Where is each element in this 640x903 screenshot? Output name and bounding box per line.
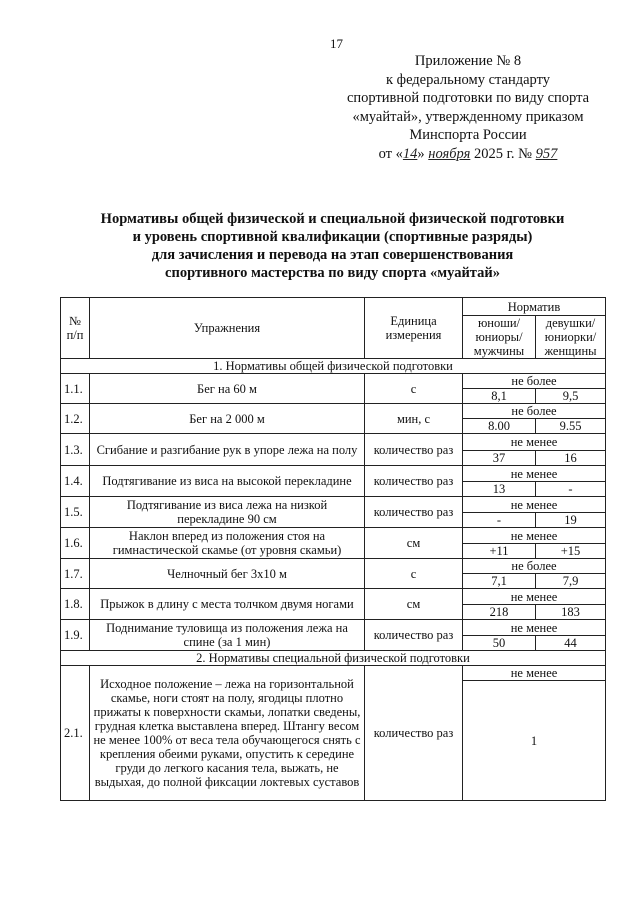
row-exercise: Сгибание и разгибание рук в упоре лежа на полу [90, 434, 365, 466]
row-num: 1.9. [61, 620, 90, 651]
row-condition: не менее [463, 434, 606, 451]
row-exercise: Прыжок в длину с места толчком двумя ногами [90, 589, 365, 620]
document-title [60, 210, 605, 282]
row-female-value: 16 [536, 451, 606, 466]
row-num: 1.4. [61, 466, 90, 497]
row-num: 1.5. [61, 497, 90, 528]
date-prefix: от « [378, 145, 403, 162]
norms-table [60, 297, 606, 801]
table-row [61, 497, 606, 513]
row-condition: не более [463, 404, 606, 419]
title-line: для зачисления и перевода на этап совершенствования [151, 247, 514, 263]
page-number: 17 [330, 36, 343, 51]
section-1-heading: 1. Нормативы общей физической подготовки [61, 359, 606, 374]
table-row [61, 589, 606, 605]
table-row [61, 434, 606, 451]
title-line: Нормативы общей физической и специальной физической подготовки [100, 211, 565, 227]
table-row [61, 528, 606, 544]
row-male-value: 8,1 [463, 389, 536, 404]
row-condition: не более [463, 374, 606, 389]
header-female: девушки/ юниорки/ женщины [536, 316, 606, 359]
row-value: 1 [463, 681, 606, 801]
row-condition: не менее [463, 466, 606, 482]
row-male-value: 37 [463, 451, 536, 466]
appendix-line: спортивной подготовки по виду спорта [346, 90, 590, 106]
row-num: 1.6. [61, 528, 90, 559]
row-condition: не менее [463, 666, 606, 681]
appendix-line: Минспорта России [409, 127, 527, 143]
header-norm: Норматив [463, 298, 606, 316]
row-female-value: 19 [536, 513, 606, 528]
row-unit: мин, с [365, 404, 463, 434]
row-condition: не менее [463, 497, 606, 513]
title-line: спортивного мастерства по виду спорта «муайтай» [165, 265, 500, 281]
row-condition: не менее [463, 528, 606, 544]
row-male-value: - [463, 513, 536, 528]
appendix-line: Приложение № 8 [414, 53, 522, 69]
table-row [61, 559, 606, 574]
appendix-block [330, 52, 606, 163]
row-female-value: 7,9 [536, 574, 606, 589]
table-row [61, 404, 606, 419]
appendix-line: к федеральному стандарту [386, 71, 550, 88]
row-exercise: Наклон вперед из положения стоя на гимнастической скамье (от уровня скамьи) [90, 528, 365, 559]
row-male-value: 218 [463, 605, 536, 620]
row-male-value: 50 [463, 636, 536, 651]
handwritten-month: ноября [428, 145, 471, 162]
row-exercise: Исходное положение – лежа на горизонтальной скамье, ноги стоят на полу, ягодицы плотно прижаты к поверхности скамьи, лопатки сведены, грудная клетка выставлена вперед. Штангу весом не менее 100% от веса тела обучающегося снять с крепления обеими руками, опустить к середине груди до легкого касания тела, выжать, не выдыхая, до полной фиксации локтевых суставов [90, 666, 365, 801]
row-condition: не менее [463, 589, 606, 605]
date-year: 2025 г. № [473, 145, 533, 162]
row-exercise: Бег на 2 000 м [90, 404, 365, 434]
row-female-value: 183 [536, 605, 606, 620]
order-date [330, 145, 606, 164]
header-male: юноши/ юниоры/ мужчины [463, 316, 536, 359]
row-female-value: 9,5 [536, 389, 606, 404]
handwritten-day: 14 [402, 145, 418, 162]
section-2-heading: 2. Нормативы специальной физической подготовки [61, 651, 606, 666]
title-line: и уровень спортивной квалификации (спортивные разряды) [132, 229, 533, 245]
row-num: 1.2. [61, 404, 90, 434]
row-female-value: 44 [536, 636, 606, 651]
header-unit: Единица измерения [365, 298, 463, 359]
table-row [61, 666, 606, 681]
row-exercise: Челночный бег 3x10 м [90, 559, 365, 589]
table-row [61, 374, 606, 389]
row-female-value: 9.55 [536, 419, 606, 434]
row-num: 1.8. [61, 589, 90, 620]
handwritten-number: 957 [535, 145, 558, 162]
row-exercise: Бег на 60 м [90, 374, 365, 404]
row-num: 2.1. [61, 666, 90, 801]
row-unit: количество раз [365, 434, 463, 466]
table-row [61, 620, 606, 636]
date-mid: » [417, 145, 425, 162]
header-num: № п/п [61, 298, 90, 359]
row-num: 1.1. [61, 374, 90, 404]
row-male-value: +11 [463, 544, 536, 559]
row-num: 1.3. [61, 434, 90, 466]
row-unit: см [365, 528, 463, 559]
row-male-value: 8.00 [463, 419, 536, 434]
row-condition: не менее [463, 620, 606, 636]
row-unit: количество раз [365, 620, 463, 651]
row-unit: с [365, 559, 463, 589]
row-num: 1.7. [61, 559, 90, 589]
row-condition: не более [463, 559, 606, 574]
row-unit: см [365, 589, 463, 620]
row-female-value: +15 [536, 544, 606, 559]
row-unit: количество раз [365, 497, 463, 528]
row-female-value: - [536, 482, 606, 497]
row-unit: количество раз [365, 666, 463, 801]
row-unit: с [365, 374, 463, 404]
table-row [61, 466, 606, 482]
row-exercise: Подтягивание из виса на высокой перекладине [90, 466, 365, 497]
row-male-value: 7,1 [463, 574, 536, 589]
appendix-line: «муайтай», утвержденному приказом [352, 108, 584, 125]
row-unit: количество раз [365, 466, 463, 497]
row-male-value: 13 [463, 482, 536, 497]
row-exercise: Подтягивание из виса лежа на низкой перекладине 90 см [90, 497, 365, 528]
row-exercise: Поднимание туловища из положения лежа на спине (за 1 мин) [90, 620, 365, 651]
header-exercise: Упражнения [90, 298, 365, 359]
